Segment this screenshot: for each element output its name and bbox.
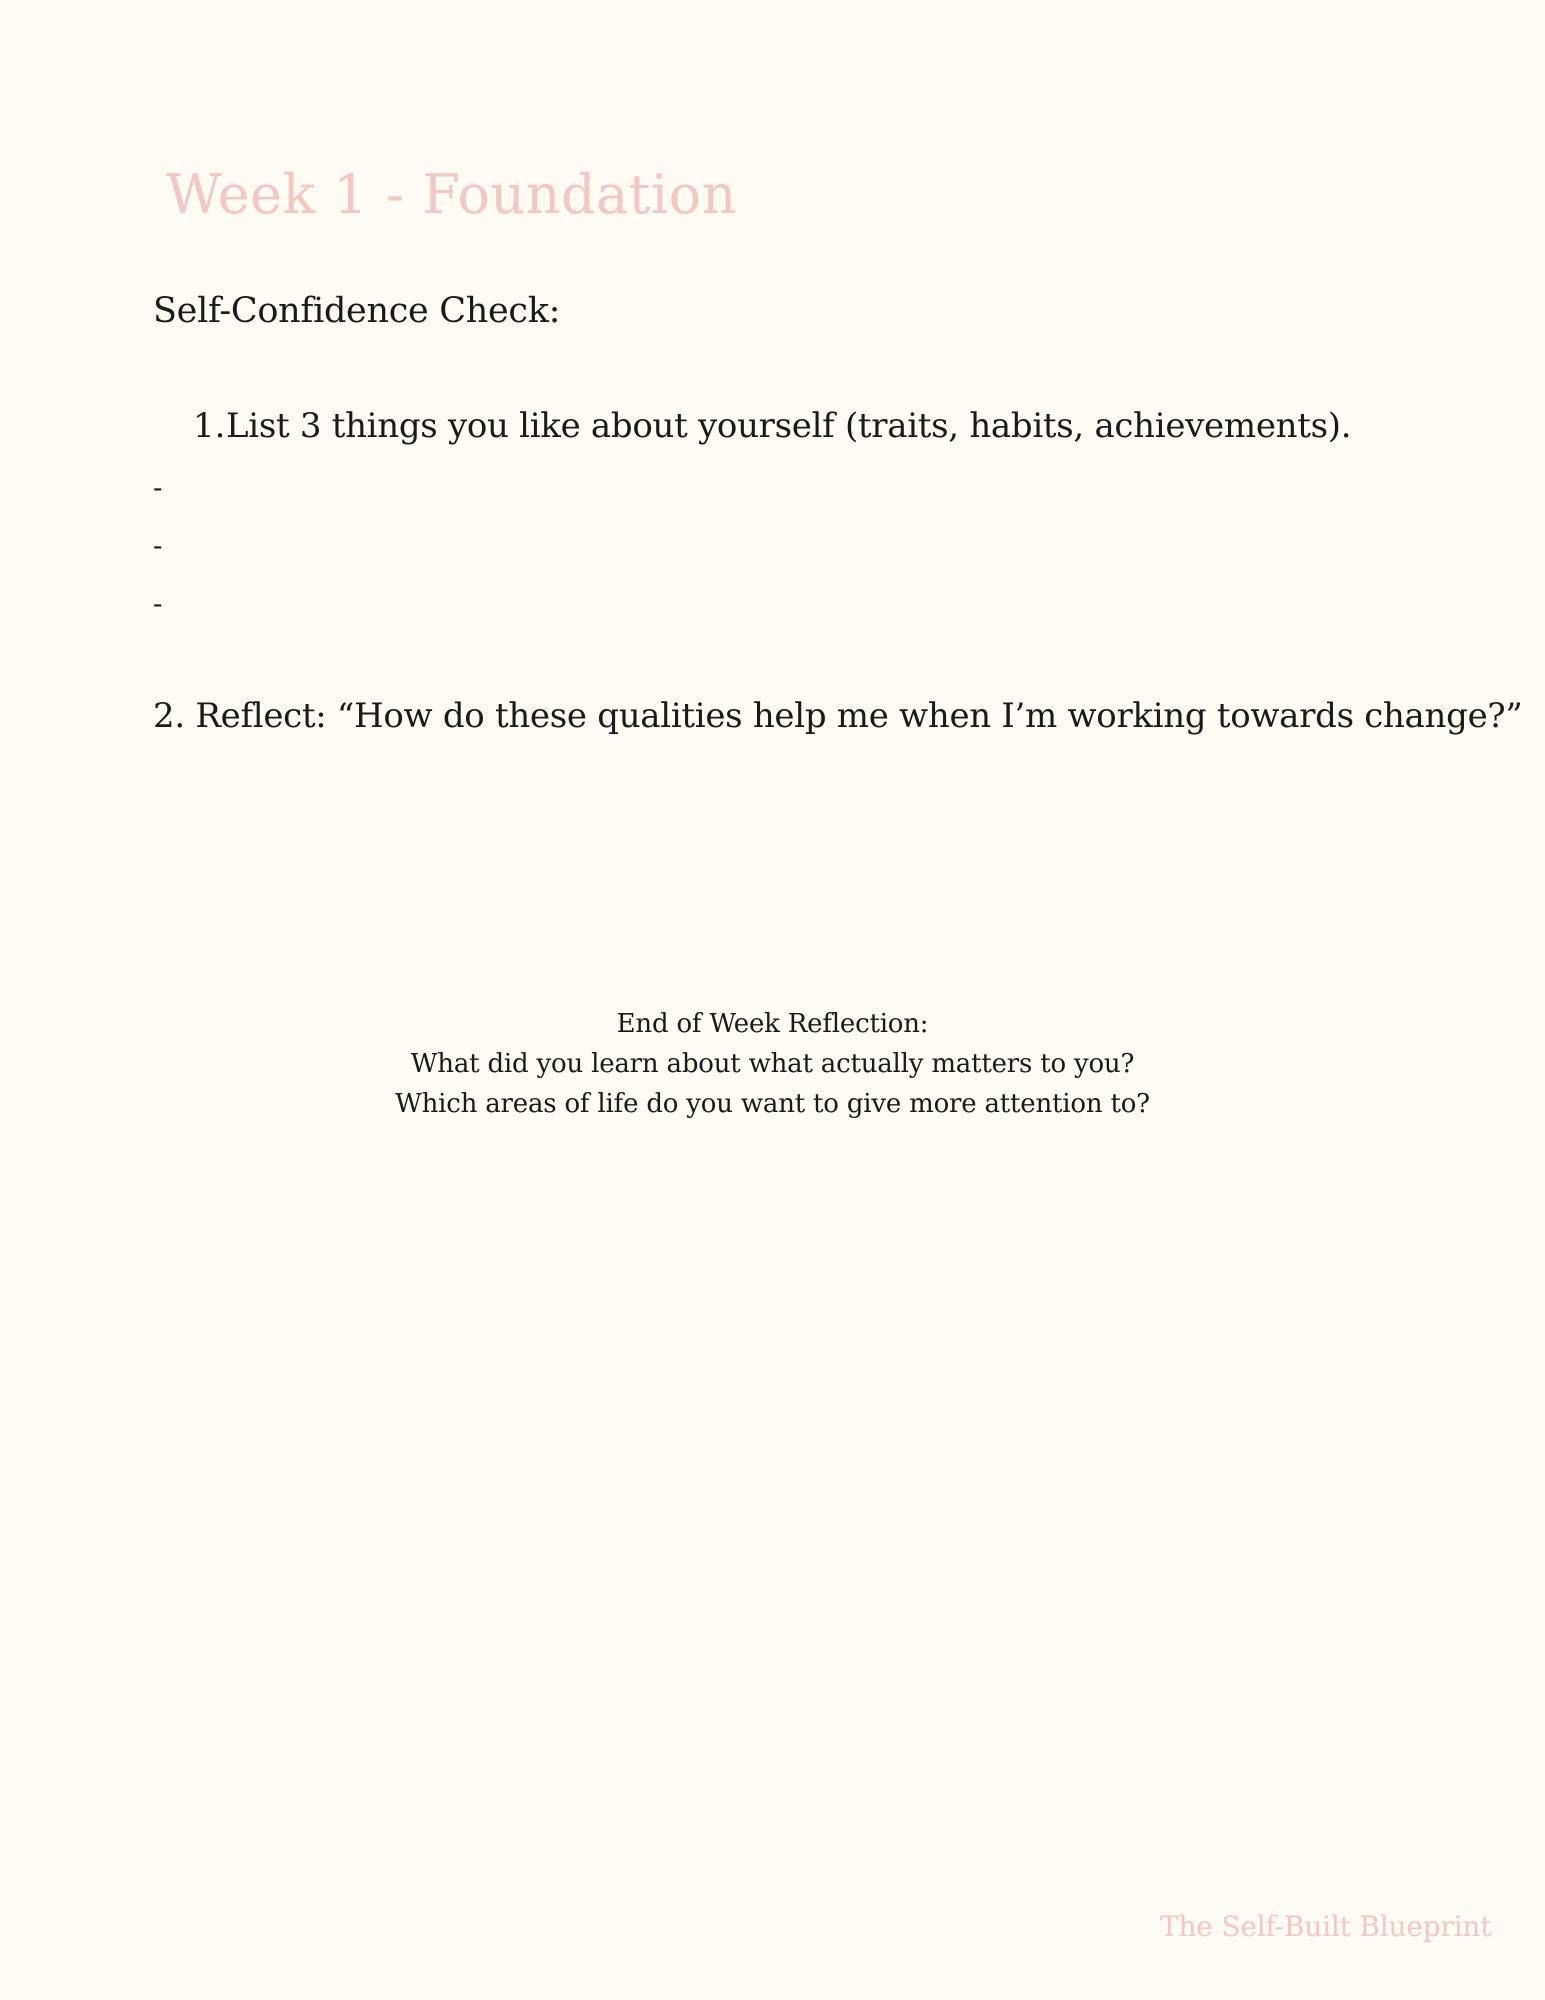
reflection-heading: End of Week Reflection:: [616, 1009, 929, 1039]
question-1-text: List 3 things you like about yourself (traits, habits, achievements).: [226, 406, 1352, 446]
footer-brand: The Self-Built Blueprint: [1160, 1910, 1492, 1943]
answer-line-2: -: [153, 529, 163, 562]
reflection-question-2: Which areas of life do you want to give more attention to?: [395, 1089, 1150, 1119]
reflection-question-1: What did you learn about what actually matters to you?: [410, 1049, 1135, 1079]
end-of-week-reflection: [0, 1004, 1545, 1124]
page-title: Week 1 - Foundation: [166, 163, 737, 226]
section-heading: Self-Confidence Check:: [153, 291, 561, 331]
answer-line-3: -: [153, 587, 163, 620]
answer-line-1: -: [153, 471, 163, 504]
question-2-text: 2. Reflect: “How do these qualities help me when I’m working towards change?”: [153, 696, 1523, 736]
question-1-number: 1.: [193, 406, 226, 446]
